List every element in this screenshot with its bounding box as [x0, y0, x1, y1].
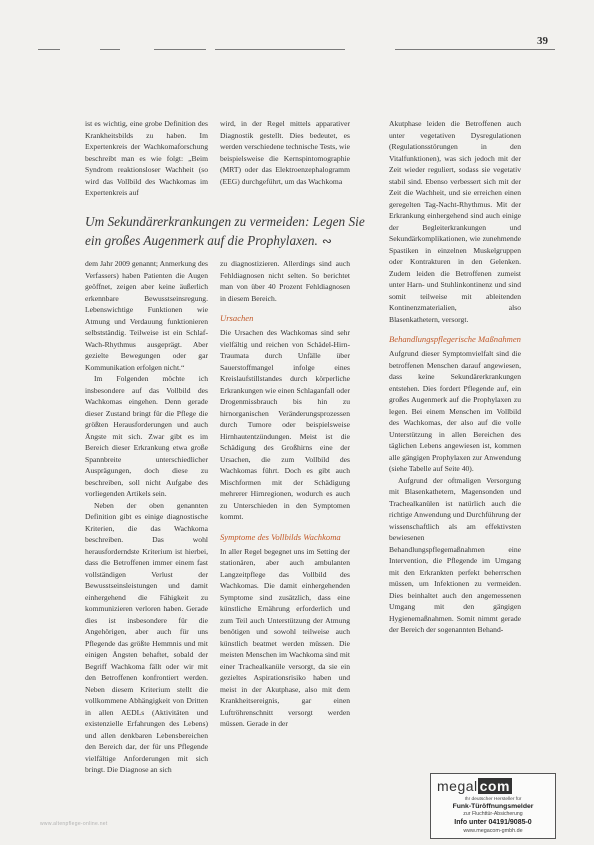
paragraph: ist es wichtig, eine grobe Definition des Krankheitsbilds zu haben. Im Expertenkreis der Wachkomaforschung beschreibt man es wie folgt: „Beim Syndrom reaktionsloser Wachheit (so wird das Vollbild des Wachkomas im Expertenkreis auf	[85, 119, 208, 197]
paragraph: Akutphase leiden die Betroffenen auch unter vegetativen Dysregulationen (Regulationsstörungen in den Vitalfunktionen), was sich jedoch mit der Zeit wieder reguliert, sodass sie vegetativ stabil sind. Ebenso verbessert sich mit der Zeit die Wachheit, und sie erreichen einen geregelten Tag-Nacht-Rhythmus. Mit der Erkrankung einhergehend sind auch einige der Begleiterkrankungen und Sekundärkomplikationen, wie zunehmende Spastiken in einzelnen Muskelgruppen oder Kontrakturen in den Gelenken. Zudem leiden die Betroffenen zumeist unter Harn- und Stuhlinkontinenz und sind somit teilweise mit ableitenden Kontinenzmaterialien, also Blasenkathetern, versorgt.	[389, 119, 521, 324]
paragraph: dem Jahr 2009 genannt; Anmerkung des Verfassers) haben Patienten die Augen geöffnet, zeigen aber keine äußerlich erkennbare Bewusstseinsregung. Lebenswichtige Funktionen wie Atmung und Verdauung funktionieren selbstständig. Teilweise ist ein Schlaf-Wach-Rhythmus ausgeprägt. Aber gezielte Bewegungen oder gar Kommunikation erfolgen nicht.“	[85, 259, 208, 372]
header-rule	[395, 49, 555, 50]
ad-phone: Info unter 04191/9085-0	[454, 819, 532, 826]
paragraph: Die Ursachen des Wachkomas sind sehr vielfältig und reichen von Schädel-Hirn-Traumata durch Unfälle über Sauerstoffmangel infolge eines Kreislaufstillstandes durch körperliche Erkrankungen wie einen Schlaganfall oder Drogenmissbrauch bis hin zu hirnorganischen Veränderungsprozessen durch Tumore oder beispielsweise Hirnhautentzündungen. Meist ist die Schädigung des Großhirns eine der Ursachen, die zum Vollbild des Wachkomas führt. Doch es gibt auch Mischformen mit der Schädigung mehrerer Hirnregionen, wodurch es auch zu Unterschieden in den Symptomen kommt.	[220, 328, 350, 521]
column-1-top	[85, 118, 208, 197]
paragraph: Im Folgenden möchte ich insbesondere auf das Vollbild des Wachkomas eingehen. Denn gerade dieser Zustand bringt für die Pflege die größten Herausforderungen und auch Ängste mit sich. Zwar gibt es im Bereich dieser Erkrankung etwa große Spannbreite unterschiedlicher Ausprägungen, doch diese zu beschreiben, soll nicht Aufgabe des vorliegenden Artikels sein.	[85, 374, 208, 498]
column-2-top	[220, 118, 350, 186]
section-heading: Symptome des Vollbilds Wachkoma	[220, 531, 341, 542]
section-heading: Ursachen	[220, 313, 254, 323]
paragraph: In aller Regel begegnet uns im Setting der stationären, aber auch ambulanten Langzeitpflege das Vollbild des Wachkomas. Die damit einhergehenden Symptome sind zusätzlich, dass eine künstliche Ernährung erforderlich und zum Teil auch Unterstützung der Atmung benötigen und sowohl teilweise auch künstlich beatmet werden müssen. Die meisten Menschen im Wachkoma sind mit einer Trachealkanüle versorgt, da sie ein gezieltes Aspirationsrisiko haben und meist in der Akutphase, also mit dem Krankheitsereignis, gar einen Luftröhrenschnitt versorgt werden müssen. Gerade in der	[220, 546, 350, 728]
paragraph: Aufgrund dieser Symptomvielfalt sind die betroffenen Menschen darauf angewiesen, dass keine Sekundärerkrankungen entstehen. Dies fordert Pflegende auf, ein großes Augenmerk auf die Prophylaxen zu legen. Bei einem Menschen im Vollbild des Wachkomas, der also auf die volle Unterstützung in allen Bereichen des täglichen Lebens angewiesen ist, kommen alle gängigen Prophylaxen zur Anwendung (siehe Tabelle auf Seite 40).	[389, 349, 521, 473]
paragraph: Aufgrund der oftmaligen Versorgung mit Blasenkathetern, Magensonden und Trachealkanülen ist natürlich auch die richtige Anwendung und Durchführung der wissenschaftlich als am effektivsten bewiesenen Behandlungspflegemaßnahmen eine Intervention, die Pflegende im Umgang mit den Erkrankten perfekt beherrschen müssen, um Infektionen zu vermeiden. Dies beinhaltet auch den angemessenen Umgang mit den gängigen Hygienemaßnahmen. Somit nimmt gerade der Bereich der sogenannten Behand-	[389, 475, 521, 634]
ad-website-link[interactable]: www.megacom-gmbh.de	[463, 828, 523, 834]
squiggle-icon: ∾	[321, 234, 332, 248]
paragraph: zu diagnostizieren. Allerdings sind auch Fehldiagnosen nicht selten. So berichtet man von über 40 Prozent Fehldiagnosen in diesem Bereich.	[220, 259, 350, 303]
pull-quote-text: Um Sekundärerkrankungen zu vermeiden: Legen Sie ein großes Augenmerk auf die Prophylaxen.	[85, 214, 365, 248]
column-2-bottom	[220, 258, 350, 818]
section-heading: Behandlungspflegerische Maßnahmen	[389, 334, 521, 344]
header-rule	[38, 49, 60, 50]
header-rule	[215, 49, 345, 50]
logo-text: megal	[437, 778, 478, 794]
ad-tagline: Ihr deutscher Hersteller für	[464, 797, 522, 802]
paragraph: Neben der oben genannten Definition gibt es einige diagnostische Kriterien, die das Wachkoma beschreiben. Das wohl herausforderndste Kriterium ist hierbei, dass die Betroffenen immer einem fast vollständigen Verlust der Bewusstseinsleistungen und damit einhergehend die Fähigkeit zu kommunizieren verloren haben. Gerade dies ist insbesondere für die Angehörigen, aber auch für uns Pflegende das größte Hemmnis und mit einigen Ängsten behaftet, sobald der Begriff Wachkoma fällt oder wir mit den Betroffenen konfrontiert werden. Neben diesem Kriterium stellt die vollkommene Abhängigkeit von Dritten in allen AEDLs (Aktivitäten und existenzielle Erfahrungen des Lebens) und allen denkbaren Lebensbereichen den Bereich dar, der für uns Pflegende vielfältige Anforderungen mit sich bringt. Die Diagnose an sich	[85, 500, 208, 774]
logo-box-text: com	[479, 778, 510, 794]
pull-quote	[85, 212, 381, 251]
column-3	[389, 118, 521, 758]
page-number: 39	[537, 35, 548, 47]
header-rule	[154, 49, 206, 50]
footer-url: www.altenpflege-online.net	[40, 821, 108, 827]
paragraph: wird, in der Regel mittels apparativer Diagnostik gestellt. Dies bedeutet, es werden verschiedene technische Tests, wie beispielsweise die Kernspintomographie (MRT) oder das Elektroenzephalogramm (EEG) durchgeführt, um das Wachkoma	[220, 119, 350, 186]
ad-subline: zur Fluchttür-Absicherung	[463, 811, 523, 817]
megacom-logo	[437, 778, 549, 794]
advertisement[interactable]	[430, 773, 556, 839]
header-rule	[100, 49, 120, 50]
ad-headline: Funk-Türöffnungsmelder	[452, 803, 534, 810]
column-1-bottom	[85, 258, 208, 818]
